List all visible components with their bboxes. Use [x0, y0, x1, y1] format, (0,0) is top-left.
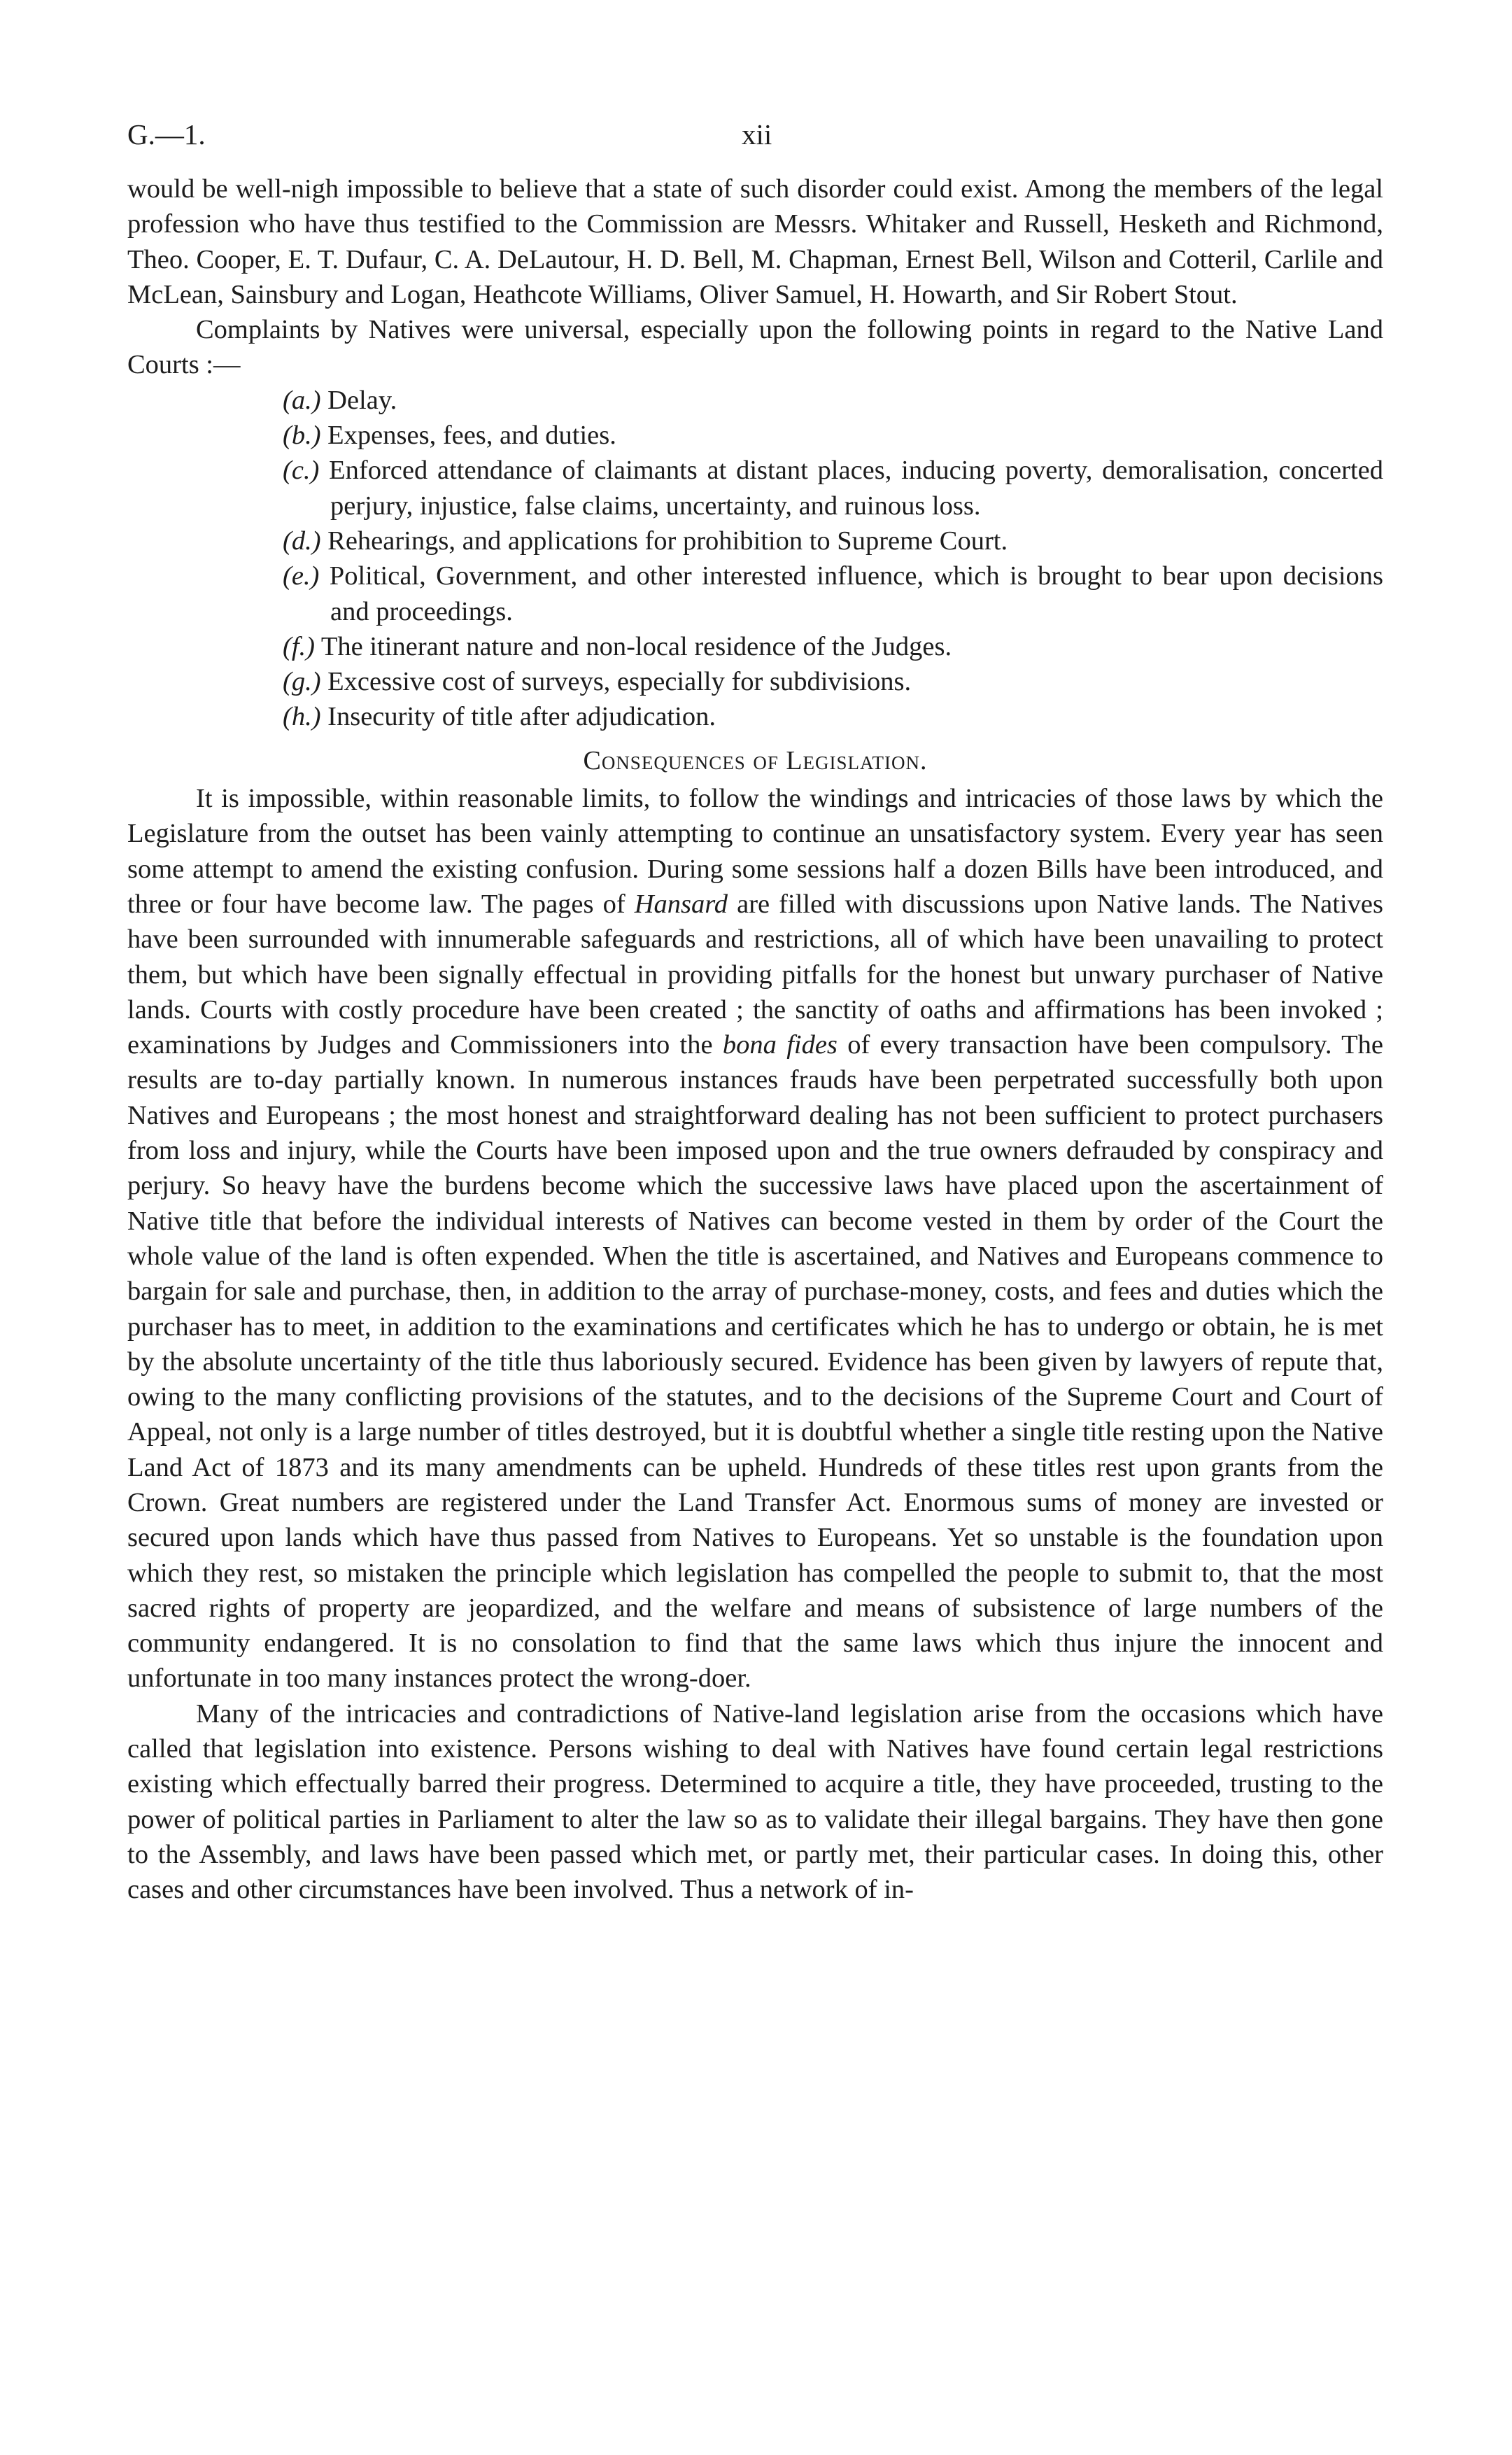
paragraph-intricacies: Many of the intricacies and contradictions of Native-land legislation arise from the occasions which have called that legislation into existence. Persons wishing to deal with Natives have found certain legal restrictions existing which effectually barred their progress. Determined to acquire a title, they have proceeded, trusting to the power of political parties in Parliament to alter the law so as to validate their illegal bargains. They have then gone to the Assembly, and laws have been passed which met, or partly met, their particular cases. In doing this, other cases and other circumstances have been involved. Thus a network of in- — [127, 1698, 1383, 1905]
list-item — [127, 383, 1383, 418]
list-item-text: Excessive cost of surveys, especially for subdivisions. — [327, 667, 912, 697]
list-item — [127, 699, 1383, 734]
body-text — [127, 171, 1383, 1908]
list-item-text: Expenses, fees, and duties. — [327, 421, 616, 451]
complaints-list — [127, 383, 1383, 735]
italic-bona-fides: bona fides — [722, 1030, 838, 1060]
list-item-text: The itinerant nature and non-local residence of the Judges. — [320, 631, 952, 661]
list-item — [127, 629, 1383, 664]
list-item — [127, 453, 1383, 523]
text-run: are filled with discussions upon Native lands. The Natives have been surrounded with innumerable safeguards and restrictions, all of which have been unavailing to protect them, but which have been signally effectual in providing pitfalls for the honest but unwary purchaser of Native lands. Courts with costly procedure have been created ; the sanctity of oaths and affirmations has been invoked ; examinations by Judges and Commissioners into the — [127, 889, 1383, 1060]
list-item-text: Political, Government, and other interested influence, which is brought to bear upon decisions and proceedings. — [329, 561, 1384, 626]
page-number: xii — [742, 118, 772, 150]
list-item — [127, 664, 1383, 699]
paragraph-consequences — [127, 781, 1383, 1696]
paragraph-continued: would be well-nigh impossible to believe that a state of such disorder could exist. Among the members of the legal profession who have thus testified to the Commission are Messrs. Whitaker and Russell, Hesketh and Richmond, Theo. Cooper, E. T. Dufaur, C. A. DeLautour, H. D. Bell, M. Chapman, Ernest Bell, Wilson and Cotteril, Carlile and McLean, Sainsbury and Logan, Heathcote Williams, Oliver Samuel, H. Howarth, and Sir Robert Stout. — [127, 174, 1383, 309]
list-item-label: (e.) — [283, 561, 320, 591]
list-item-text: Enforced attendance of claimants at distant places, inducing poverty, demoralisation, concerted perjury, injustice, false claims, uncertainty, and ruinous loss. — [329, 456, 1383, 521]
paragraph-complaints-intro: Complaints by Natives were universal, especially upon the following points in regard to the Native Land Courts :— — [127, 315, 1383, 380]
list-item-label: (g.) — [283, 667, 321, 697]
list-item — [127, 418, 1383, 453]
list-item-label: (h.) — [283, 702, 321, 732]
text-run: It is impossible, within reasonable limits, to follow the windings and intricacies of those laws by which the Legislature from the outset has been vainly attempting to continue an unsatisfactory system. Every year has seen some attempt to amend the existing confusion. During some sessions half a dozen Bills have been introduced, and three or four have become law. The pages of — [127, 784, 1383, 919]
list-item-label: (c.) — [283, 456, 320, 486]
document-reference: G.—1. — [127, 118, 206, 150]
list-item-text: Insecurity of title after adjudication. — [327, 702, 716, 732]
section-heading: Consequences of Legislation. — [583, 745, 928, 775]
list-item-text: Delay. — [327, 385, 397, 415]
list-item — [127, 558, 1383, 629]
list-item-label: (b.) — [283, 421, 321, 451]
list-item-label: (d.) — [283, 526, 321, 556]
italic-hansard: Hansard — [634, 889, 728, 919]
text-run: of every transaction have been compulsory. The results are to-day partially known. In numerous instances frauds have been perpetrated successfully both upon Natives and Europeans ; the most honest and straightforward dealing has not been sufficient to protect purchasers from loss and injury, while the Courts have been imposed upon and the true owners defrauded by conspiracy and perjury. So heavy have the burdens become which the successive laws have placed upon the ascertainment of Native title that before the individual interests of Natives can become vested in them by order of the Court the whole value of the land is often expended. When the title is ascertained, and Natives and Europeans commence to bargain for sale and purchase, then, in addition to the array of purchase-money, costs, and fees and duties which the purchaser has to meet, in addition to the examinations and certificates which he has to undergo or obtain, he is met by the absolute uncertainty of the title thus laboriously secured. Evidence has been given by lawyers of repute that, owing to the many conflicting provisions of the statutes, and to the decisions of the Supreme Court and Court of Appeal, not only is a large number of titles destroyed, but it is doubtful whether a single title resting upon the Native Land Act of 1873 and its many amendments can be upheld. Hundreds of these titles rest upon grants from the Crown. Great numbers are registered under the Land Transfer Act. Enormous sums of money are invested or secured upon lands which have thus passed from Natives to Europeans. Yet so unstable is the foundation upon which they rest, so mistaken the principle which legislation has compelled the people to submit to, that the most sacred rights of property are jeopardized, and the welfare and means of subsistence of large numbers of the community endangered. It is no consolation to find that the same laws which thus injure the innocent and unfortunate in too many instances protect the wrong-doer. — [127, 1030, 1383, 1694]
list-item-label: (a.) — [283, 385, 321, 415]
list-item-text: Rehearings, and applications for prohibition to Supreme Court. — [327, 526, 1008, 556]
list-item-label: (f.) — [283, 631, 315, 661]
page-header — [127, 113, 1383, 155]
list-item — [127, 523, 1383, 558]
